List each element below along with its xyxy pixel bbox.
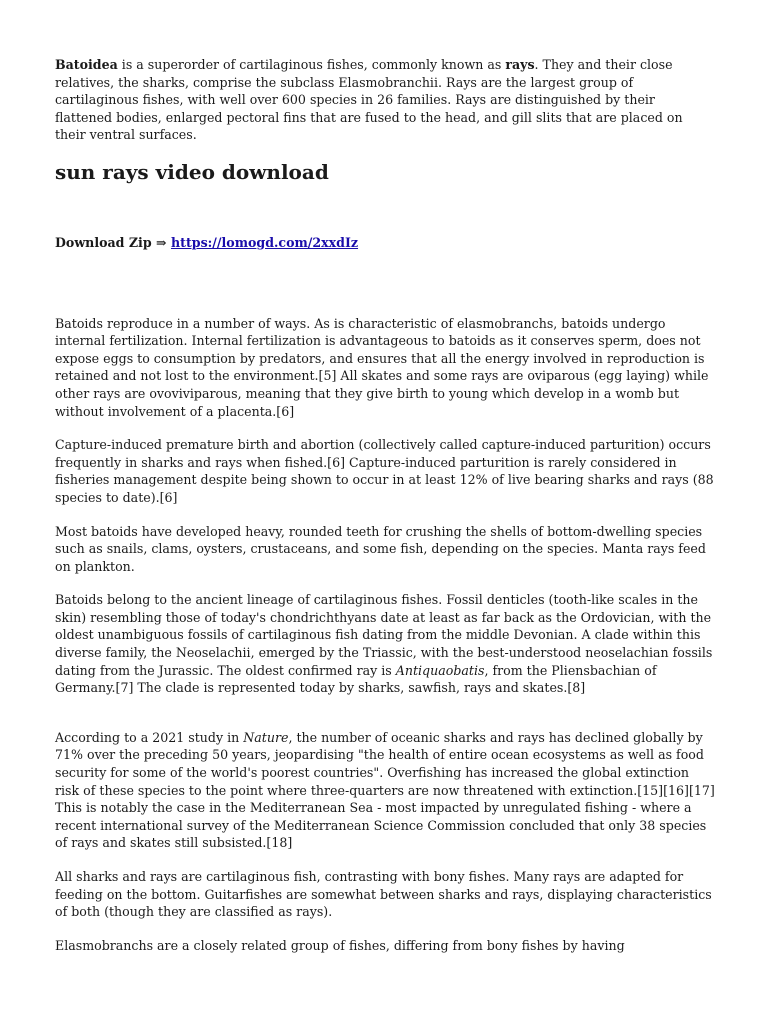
page-title: sun rays video download	[55, 159, 329, 184]
decline-text-a: According to a 2021 study in	[55, 729, 244, 745]
paragraph-parturition: Capture-induced premature birth and abortion (collectively called capture-induced parturition) occurs frequently in sharks and rays when fished.[6] Capture-induced parturition is rarely considered in fisheries management despite being shown to occur in at least 12% of live bearing sharks and rays (88 species to date).[6]	[55, 437, 714, 505]
paragraph-elasmobranchs: Elasmobranchs are a closely related group of fishes, differing from bony fishes by having	[55, 937, 625, 953]
download-line	[55, 234, 715, 252]
fossils-text-b: , from the Pliensbachian of Germany.[7] The clade is represented today by sharks, sawfish, rays and skates.[8]	[55, 662, 657, 696]
paragraph-teeth: Most batoids have developed heavy, rounded teeth for crushing the shells of bottom-dwelling species such as snails, clams, oysters, crustaceans, and some fish, depending on the species. Manta rays feed on plankton.	[55, 523, 706, 574]
decline-italic: Nature	[243, 729, 289, 745]
paragraph-fossils	[55, 591, 715, 697]
intro-term: Batoidea	[55, 57, 118, 72]
document-body	[55, 56, 715, 954]
fossils-italic: Antiquaobatis	[395, 662, 485, 678]
download-link[interactable]: https://lomogd.com/2xxdIz	[170, 234, 359, 250]
paragraph-cartilaginous: All sharks and rays are cartilaginous fish, contrasting with bony fishes. Many rays are adapted for feeding on the bottom. Guitarfishes are somewhat between sharks and rays, displaying characteristics of both (though they are classified as rays).	[55, 869, 712, 920]
intro-paragraph	[55, 56, 715, 144]
paragraph-reproduction: Batoids reproduce in a number of ways. As is characteristic of elasmobranchs, batoids undergo internal fertilization. Internal fertilization is advantageous to batoids as it conserves sperm, does not expose eggs to consumption by predators, and ensures that all the energy involved in reproduction is retained and not lost to the environment.[5] All skates and some rays are oviparous (egg laying) while other rays are ovoviviparous, meaning that they give birth to young which develop in a womb but without involvement of a placenta.[6]	[55, 315, 709, 419]
intro-term-rays: rays	[505, 57, 535, 72]
intro-text-b: . They and their close relatives, the sharks, comprise the subclass Elasmobranchii. Rays are the largest group of cartilaginous fishes, with well over 600 species in 26 families. Rays are distinguished by their flattened bodies, enlarged pectoral fins that are fused to the head, and gill slits that are placed on their ventral surfaces.	[55, 57, 683, 143]
download-label: Download Zip ⇒	[55, 234, 171, 250]
intro-text-a: is a superorder of cartilaginous fishes, commonly known as	[117, 57, 506, 72]
decline-text-b: , the number of oceanic sharks and rays has declined globally by 71% over the preceding 50 years, jeopardising "the health of entire ocean ecosystems as well as food security for some of the world's poorest countries". Overfishing has increased the global extinction risk of these species to the point where three-quarters are now threatened with extinction.[15][16][17] This is notably the case in the Mediterranean Sea - most impacted by unregulated fishing - where a recent international survey of the Mediterranean Science Commission concluded that only 38 species of rays and skates still subsisted.[18]	[55, 729, 715, 851]
paragraph-decline	[55, 729, 715, 852]
fossils-text-a: Batoids belong to the ancient lineage of cartilaginous fishes. Fossil denticles (tooth-like scales in the skin) resembling those of today's chondrichthyans date at least as far back as the Ordovician, with the oldest unambiguous fossils of cartilaginous fish dating from the middle Devonian. A clade within this diverse family, the Neoselachii, emerged by the Triassic, with the best-understood neoselachian fossils dating from the Jurassic. The oldest confirmed ray is	[55, 592, 713, 678]
